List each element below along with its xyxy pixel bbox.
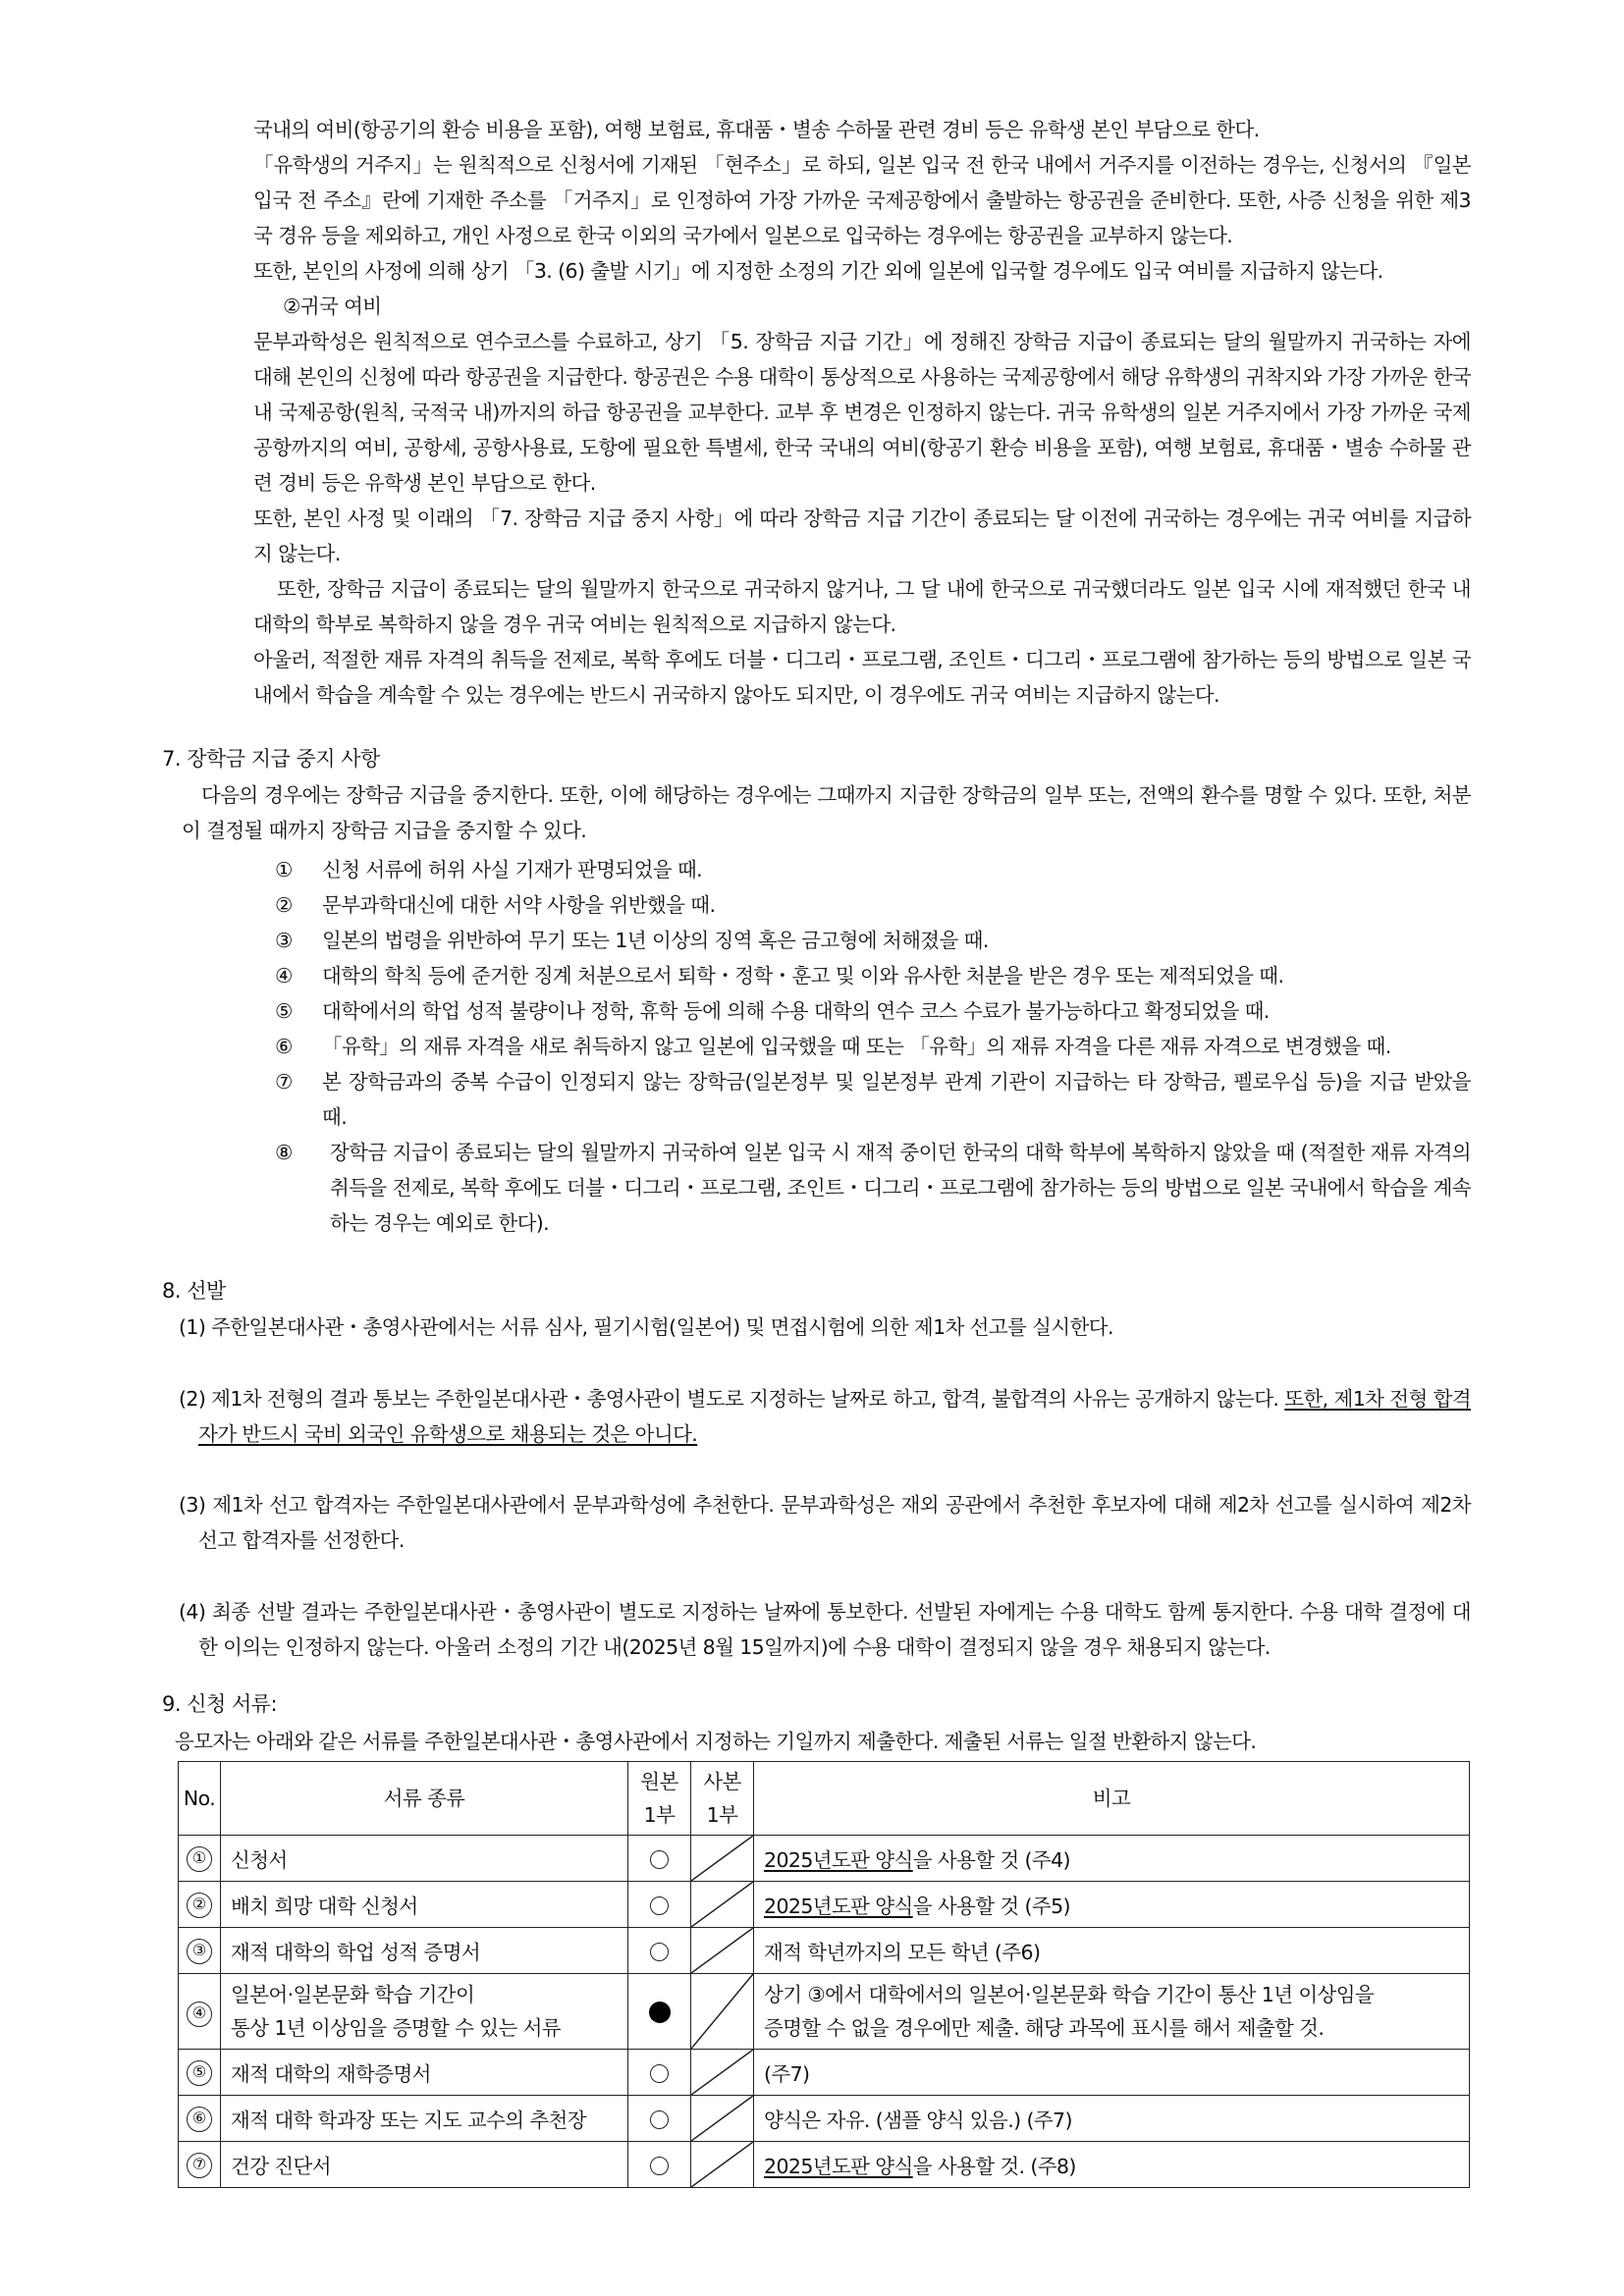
item-text: 대학의 학칙 등에 준거한 징계 처분으로서 퇴학・정학・훈고 및 이와 유사한 처분을 받은 경우 또는 제적되었을 때. bbox=[322, 964, 1284, 988]
note-line: 상기 ③에서 대학에서의 일본어·일본문화 학습 기간이 통산 1년 이상임을 bbox=[764, 1983, 1375, 2006]
item-text: 「유학」의 재류 자격을 새로 취득하지 않고 일본에 입국했을 때 또는 「유학」의 재류 자격을 다른 재류 자격으로 변경했을 때. bbox=[322, 1035, 1391, 1058]
note bbox=[754, 2142, 1470, 2188]
document-type-line: 일본어·일본문화 학습 기간이 bbox=[231, 1983, 475, 2006]
paragraph: 또한, 본인의 사정에 의해 상기 「3. (6) 출발 시기」에 지정한 소정의 기간 외에 일본에 입국할 경우에도 입국 여비를 지급하지 않는다. bbox=[253, 259, 1383, 283]
list-item bbox=[275, 1064, 1471, 1135]
row-number bbox=[179, 2096, 221, 2142]
section-9-intro bbox=[175, 1724, 1471, 1759]
note bbox=[754, 1882, 1470, 1928]
header-note: 비고 bbox=[754, 1762, 1470, 1836]
row-number bbox=[179, 2142, 221, 2188]
diagonal-slash-icon bbox=[691, 1836, 753, 1881]
row-number bbox=[179, 1974, 221, 2050]
item-number: ⑦ bbox=[275, 1070, 293, 1094]
row-number bbox=[179, 1882, 221, 1928]
table-row bbox=[179, 2142, 1470, 2188]
suspension-list bbox=[275, 852, 1471, 1241]
paragraph: 아울러, 적절한 재류 자격의 취득을 전제로, 복학 후에도 더블・디그리・프로그램, 조인트・디그리・프로그램에 참가하는 등의 방법으로 일본 국내에서 학습을 계속할 수 있는 경우에는 반드시 귀국하지 않아도 되지만, 이 경우에도 귀국 여비는 지급하지 않는다. bbox=[253, 648, 1471, 707]
list-item bbox=[275, 852, 1471, 887]
paragraph: 「유학생의 거주지」는 원칙적으로 신청서에 기재된 「현주소」로 하되, 일본 입국 전 한국 내에서 거주지를 이전하는 경우는, 신청서의 『일본 입국 전 주소』란에 기재한 주소를 「거주지」로 인정하여 가장 가까운 국제공항에서 출발하는 항공권을 준비한다. 또한, 사증 신청을 위한 제3국 경유 등을 제외하고, 개인 사정으로 한국 이외의 국가에서 일본으로 입국하는 경우에는 항공권을 교부하지 않는다. bbox=[253, 153, 1471, 247]
note-text: 을 사용할 것. (주8) bbox=[912, 2155, 1076, 2178]
paragraph: 다음의 경우에는 장학금 지급을 중지한다. 또한, 이에 해당하는 경우에는 그때까지 지급한 장학금의 일부 또는, 전액의 환수를 명할 수 있다. 또한, 처분이 결정될 때까지 장학금 지급을 중지할 수 있다. bbox=[182, 783, 1471, 842]
item-number: ③ bbox=[275, 929, 293, 952]
original-mark bbox=[628, 1974, 691, 2050]
note bbox=[754, 1836, 1470, 1882]
copy-cell bbox=[691, 2096, 754, 2142]
section-7-heading: 7. 장학금 지급 중지 사항 bbox=[162, 747, 380, 771]
original-mark bbox=[628, 1882, 691, 1928]
item-number: ⑥ bbox=[275, 1035, 293, 1058]
item-text: 본 장학금과의 중복 수급이 인정되지 않는 장학금(일본정부 및 일본정부 관계 기관이 지급하는 타 장학금, 펠로우십 등)을 지급 받았을 때. bbox=[322, 1070, 1471, 1129]
list-item bbox=[275, 923, 1471, 958]
selection-item-1 bbox=[179, 1309, 1471, 1345]
circle-icon bbox=[650, 2110, 669, 2129]
document-type: 배치 희망 대학 신청서 bbox=[221, 1882, 628, 1928]
circle-icon bbox=[650, 1943, 669, 1961]
item-text: 문부과학대신에 대한 서약 사항을 위반했을 때. bbox=[322, 893, 716, 917]
paragraph: 문부과학성은 원칙적으로 연수코스를 수료하고, 상기 「5. 장학금 지급 기간」에 정해진 장학금 지급이 종료되는 달의 월말까지 귀국하는 자에 대해 본인의 신청에 따라 항공권을 지급한다. 항공권은 수용 대학이 통상적으로 사용하는 국제공항에서 해당 유학생의 귀착지와 가장 가까운 한국 내 국제공항(원칙, 국적국 내)까지의 하급 항공권을 교부한다. 교부 후 변경은 인정하지 않는다. 귀국 유학생의 일본 거주지에서 가장 가까운 국제공항까지의 여비, 공항세, 공항사용료, 도항에 필요한 특별세, 한국 국내의 여비(항공기 환승 비용을 포함), 여행 보험료, 휴대품・별송 수하물 관련 경비 등은 유학생 본인 부담으로 한다. bbox=[253, 330, 1471, 495]
table-row bbox=[179, 1928, 1470, 1974]
item-number: ① bbox=[275, 858, 293, 881]
sentence: (2) 제1차 전형의 결과 통보는 주한일본대사관・총영사관이 별도로 지정하는 날짜로 하고, 합격, 불합격의 사유는 공개하지 않는다. bbox=[179, 1387, 1285, 1411]
list-item bbox=[275, 993, 1471, 1029]
diagonal-slash-icon bbox=[691, 1928, 753, 1973]
document-type: 건강 진단서 bbox=[221, 2142, 628, 2188]
paragraph: 응모자는 아래와 같은 서류를 주한일본대사관・총영사관에서 지정하는 기일까지 제출한다. 제출된 서류는 일절 반환하지 않는다. bbox=[175, 1730, 1257, 1753]
list-item bbox=[275, 1135, 1471, 1241]
copy-cell bbox=[691, 1974, 754, 2050]
section-8-heading: 8. 선발 bbox=[162, 1279, 226, 1303]
row-number bbox=[179, 1836, 221, 1882]
item-number: ⑧ bbox=[275, 1141, 293, 1164]
copy-cell bbox=[691, 2142, 754, 2188]
copy-cell bbox=[691, 1928, 754, 1974]
row-number-label: ⑦ bbox=[187, 2153, 212, 2178]
item-text: 장학금 지급이 종료되는 달의 월말까지 귀국하여 일본 입국 시 재적 중이던 한국의 대학 학부에 복학하지 않았을 때 (적절한 재류 자격의 취득을 전제로, 복학 후에도 더블・디그리・프로그램, 조인트・디그리・프로그램에 참가하는 등의 방법으로 일본 국내에서 학습을 계속하는 경우는 예외로 한다). bbox=[330, 1141, 1471, 1235]
header-no: No. bbox=[179, 1762, 221, 1836]
item-number: ④ bbox=[275, 964, 293, 988]
note-text: 을 사용할 것 (주5) bbox=[912, 1895, 1070, 1918]
document-type: 신청서 bbox=[221, 1836, 628, 1882]
circle-icon bbox=[650, 2157, 669, 2175]
note: 양식은 자유. (샘플 양식 있음.) (주7) bbox=[754, 2096, 1470, 2142]
table-header-row bbox=[179, 1762, 1470, 1836]
row-number bbox=[179, 2050, 221, 2096]
header-original-count: 1부 bbox=[643, 1803, 676, 1827]
row-number-label: ② bbox=[187, 1893, 212, 1918]
document-type: 재적 대학의 재학증명서 bbox=[221, 2050, 628, 2096]
document-type: 재적 대학 학과장 또는 지도 교수의 추천장 bbox=[221, 2096, 628, 2142]
note-underlined: 2025년도판 양식 bbox=[764, 1895, 913, 1918]
header-type: 서류 종류 bbox=[221, 1762, 628, 1836]
paragraph: (4) 최종 선발 결과는 주한일본대사관・총영사관이 별도로 지정하는 날짜에 통보한다. 선발된 자에게는 수용 대학도 함께 통지한다. 수용 대학 결정에 대한 이의는 인정하지 않는다. 아울러 소정의 기간 내(2025년 8월 15일까지)에 수용 대학이 결정되지 않을 경우 채용되지 않는다. bbox=[179, 1600, 1471, 1659]
diagonal-slash-icon bbox=[691, 2142, 753, 2187]
item-number: ⑤ bbox=[275, 999, 293, 1023]
document-type bbox=[221, 1974, 628, 2050]
filled-circle-icon bbox=[649, 2002, 671, 2023]
header-copy bbox=[691, 1762, 754, 1836]
list-item bbox=[275, 958, 1471, 993]
document-type: 재적 대학의 학업 성적 증명서 bbox=[221, 1928, 628, 1974]
row-number bbox=[179, 1928, 221, 1974]
table-row bbox=[179, 2096, 1470, 2142]
section-9-heading: 9. 신청 서류: bbox=[162, 1692, 278, 1716]
underlined-sentence: 또한, 제1차 전형 합격자가 반드시 국비 외국인 유학생으로 채용되는 것은 아니다. bbox=[198, 1387, 1471, 1446]
note: (주7) bbox=[754, 2050, 1470, 2096]
copy-cell bbox=[691, 2050, 754, 2096]
header-copy-label: 사본 bbox=[703, 1770, 741, 1793]
paragraph: (1) 주한일본대사관・총영사관에서는 서류 심사, 필기시험(일본어) 및 면접시험에 의한 제1차 선고를 실시한다. bbox=[179, 1315, 1113, 1339]
header-copy-count: 1부 bbox=[706, 1803, 738, 1827]
item-text: 신청 서류에 허위 사실 기재가 판명되었을 때. bbox=[322, 858, 703, 881]
original-mark bbox=[628, 2142, 691, 2188]
list-item bbox=[275, 887, 1471, 923]
item-number: ② bbox=[275, 893, 293, 917]
list-item bbox=[275, 1029, 1471, 1064]
copy-cell bbox=[691, 1836, 754, 1882]
table-row bbox=[179, 2050, 1470, 2096]
note-line: 증명할 수 없을 경우에만 제출. 해당 과목에 표시를 해서 제출할 것. bbox=[764, 2016, 1325, 2040]
diagonal-slash-icon bbox=[691, 2050, 753, 2095]
row-number-label: ④ bbox=[187, 2002, 212, 2027]
section-7-intro bbox=[182, 777, 1471, 848]
diagonal-slash-icon bbox=[691, 1882, 753, 1927]
circle-icon bbox=[650, 1850, 669, 1869]
note-underlined: 2025년도판 양식 bbox=[764, 1848, 913, 1872]
diagonal-slash-icon bbox=[691, 1974, 753, 2049]
note-underlined: 2025년도판 양식 bbox=[764, 2155, 913, 2178]
header-original-label: 원본 bbox=[640, 1770, 678, 1793]
original-mark bbox=[628, 1928, 691, 1974]
copy-cell bbox=[691, 1882, 754, 1928]
item-text: 대학에서의 학업 성적 불량이나 정학, 휴학 등에 의해 수용 대학의 연수 코스 수료가 불가능하다고 확정되었을 때. bbox=[322, 999, 1270, 1023]
paragraph: (3) 제1차 선고 합격자는 주한일본대사관에서 문부과학성에 추천한다. 문부과학성은 재외 공관에서 추천한 후보자에 대해 제2차 선고를 실시하여 제2차 선고 합격자를 선정한다. bbox=[179, 1493, 1471, 1552]
selection-item-3 bbox=[179, 1487, 1471, 1558]
travel-expense-section bbox=[253, 112, 1471, 713]
header-original bbox=[628, 1762, 691, 1836]
table-row bbox=[179, 1836, 1470, 1882]
original-mark bbox=[628, 2050, 691, 2096]
table-row bbox=[179, 1974, 1470, 2050]
paragraph: 또한, 장학금 지급이 종료되는 달의 월말까지 한국으로 귀국하지 않거나, 그 달 내에 한국으로 귀국했더라도 일본 입국 시에 재적했던 한국 내 대학의 학부로 복학하지 않을 경우 귀국 여비는 원칙적으로 지급하지 않는다. bbox=[253, 577, 1471, 636]
item-text: 일본의 법령을 위반하여 무기 또는 1년 이상의 징역 혹은 금고형에 처해졌을 때. bbox=[322, 929, 989, 952]
row-number-label: ⑤ bbox=[187, 2060, 212, 2086]
original-mark bbox=[628, 1836, 691, 1882]
row-number-label: ⑥ bbox=[187, 2107, 212, 2132]
note bbox=[754, 1974, 1470, 2050]
circle-icon bbox=[650, 1896, 669, 1915]
application-documents-table bbox=[178, 1761, 1470, 2188]
note: 재적 학년까지의 모든 학년 (주6) bbox=[754, 1928, 1470, 1974]
document-type-line: 통상 1년 이상임을 증명할 수 있는 서류 bbox=[231, 2016, 561, 2040]
selection-item-4 bbox=[179, 1594, 1471, 1665]
paragraph bbox=[179, 1381, 1471, 1452]
original-mark bbox=[628, 2096, 691, 2142]
row-number-label: ① bbox=[187, 1846, 212, 1872]
note-text: 을 사용할 것 (주4) bbox=[912, 1848, 1070, 1872]
table-row bbox=[179, 1882, 1470, 1928]
row-number-label: ③ bbox=[187, 1939, 212, 1964]
circle-icon bbox=[650, 2064, 669, 2083]
paragraph: 국내의 여비(항공기의 환승 비용을 포함), 여행 보험료, 휴대품・별송 수하물 관련 경비 등은 유학생 본인 부담으로 한다. bbox=[253, 118, 1260, 141]
paragraph: 또한, 본인 사정 및 이래의 「7. 장학금 지급 중지 사항」에 따라 장학금 지급 기간이 종료되는 달 이전에 귀국하는 경우에는 귀국 여비를 지급하지 않는다. bbox=[253, 507, 1471, 565]
return-travel-title: ②귀국 여비 bbox=[283, 294, 382, 318]
diagonal-slash-icon bbox=[691, 2096, 753, 2141]
selection-item-2 bbox=[179, 1381, 1471, 1452]
